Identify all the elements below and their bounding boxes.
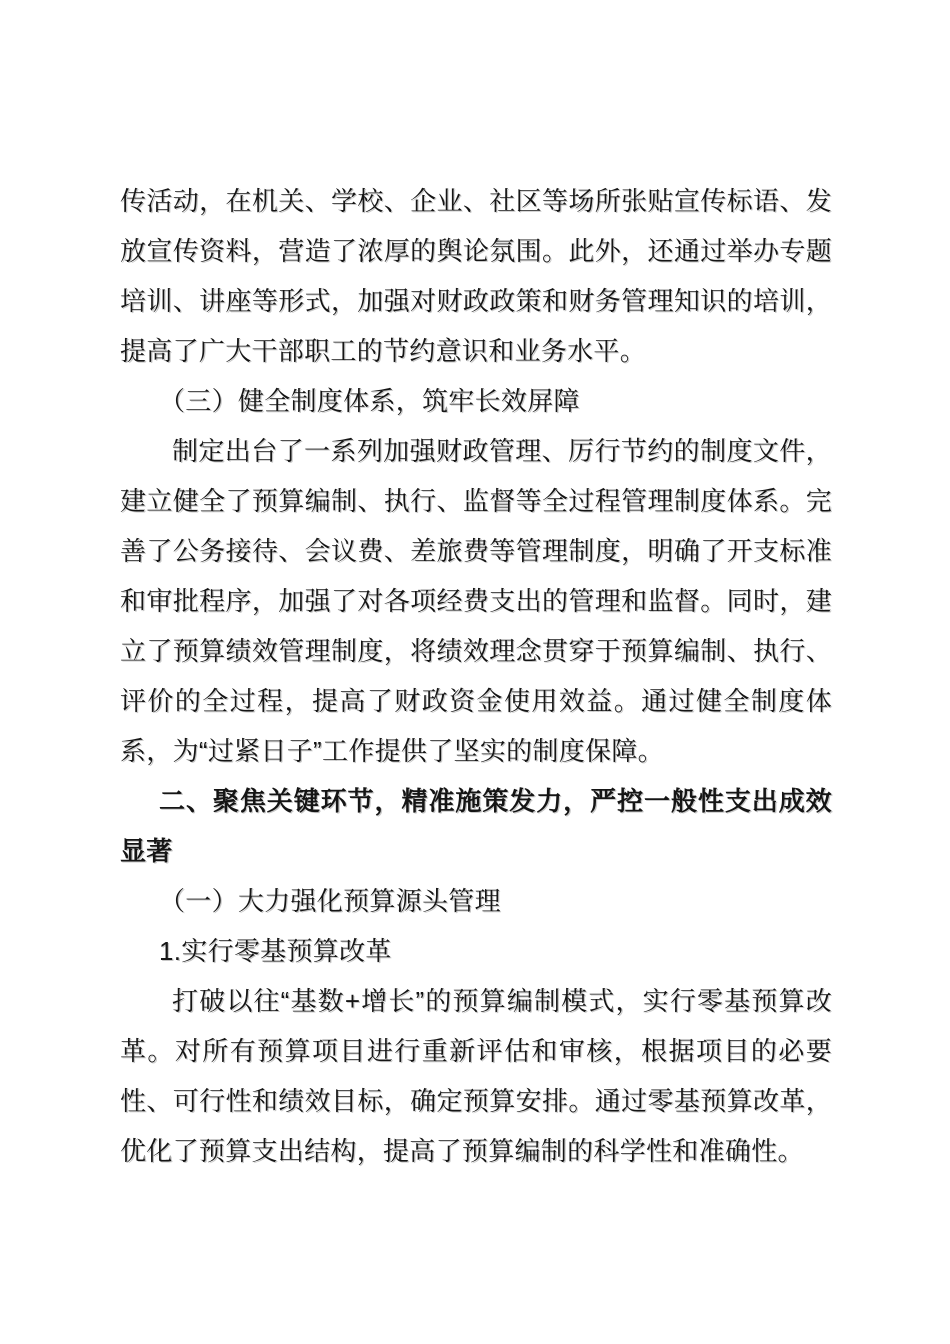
heading-part-two-key-links: 二、聚焦关键环节，精准施策发力，严控一般性支出成效显著 [120,786,832,866]
heading-subsection-one-budget-source-management: （一）大力强化预算源头管理 [159,886,501,916]
heading-item-one-zero-base-budget-reform: 1.实行零基预算改革 [159,936,392,966]
paragraph-zero-base-budget-reform: 打破以往“基数+增长”的预算编制模式，实行零基预算改革。对所有预算项目进行重新评估和审核，根据项目的必要性、可行性和绩效目标，确定预算安排。通过零基预算改革，优化了预算支出结构，提高了预算编制的科学性和准确性。 [120,986,832,1166]
paragraph-system-regulations: 制定出台了一系列加强财政管理、厉行节约的制度文件，建立健全了预算编制、执行、监督等全过程管理制度体系。完善了公务接待、会议费、差旅费等管理制度，明确了开支标准和审批程序，加强了对各项经费支出的管理和监督。同时，建立了预算绩效管理制度，将绩效理念贯穿于预算编制、执行、评价的全过程，提高了财政资金使用效益。通过健全制度体系，为“过紧日子”工作提供了坚实的制度保障。 [120,436,832,766]
paragraph-publicity-activities: 传活动，在机关、学校、企业、社区等场所张贴宣传标语、发放宣传资料，营造了浓厚的舆论氛围。此外，还通过举办专题培训、讲座等形式，加强对财政政策和财务管理知识的培训，提高了广大干部职工的节约意识和业务水平。 [120,186,832,366]
heading-section-three-system-building: （三）健全制度体系，筑牢长效屏障 [159,386,580,416]
